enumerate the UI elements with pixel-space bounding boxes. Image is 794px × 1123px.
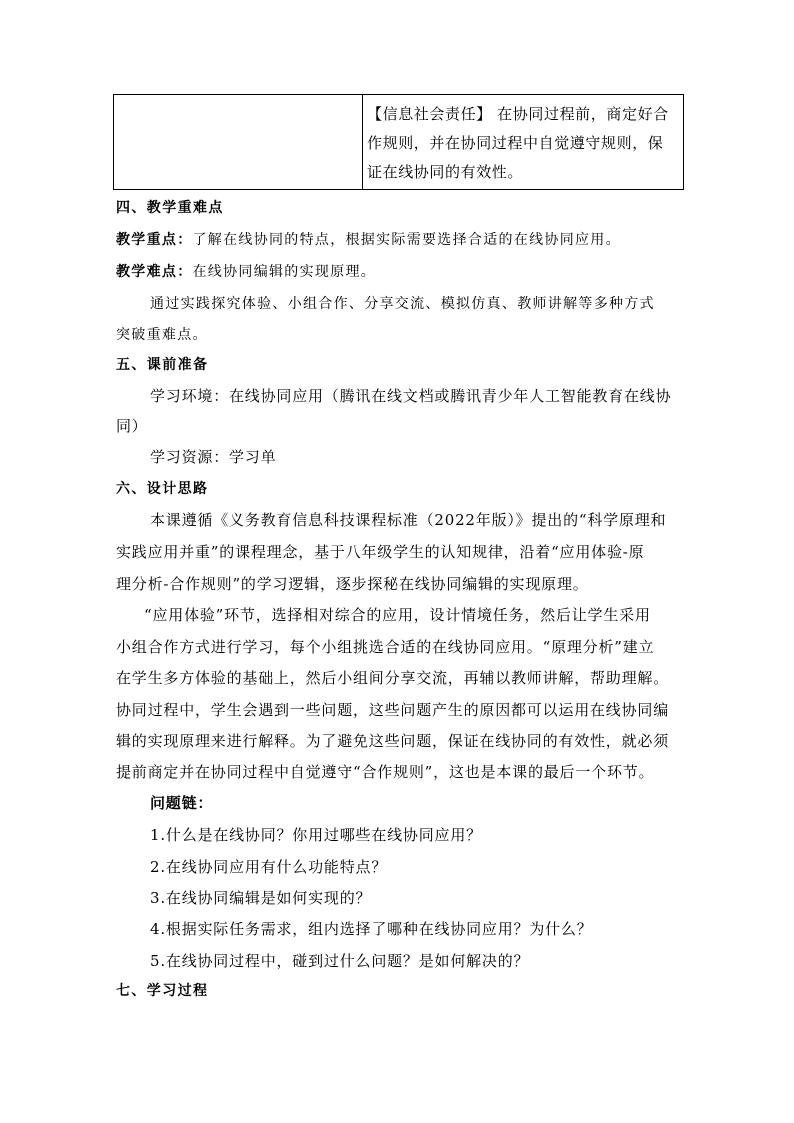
teaching-focus-label: 教学重点： — [116, 232, 193, 248]
question-chain-label: 问题链： — [150, 794, 214, 812]
responsibility-line3: 证在线协同的有效性。 — [367, 163, 524, 181]
section4-heading: 四、教学重难点 — [116, 200, 224, 216]
teaching-focus — [116, 229, 621, 249]
question-item: 3.在线协同编辑是如何实现的？ — [150, 889, 372, 907]
paragraph-line: “应用体验”环节，选择相对综合的应用，设计情境任务，然后让学生采用 — [144, 606, 651, 624]
teaching-difficulty-label: 教学难点： — [116, 264, 193, 280]
section6-heading: 六、设计思路 — [116, 481, 209, 497]
teaching-difficulty — [116, 261, 376, 281]
method-line1: 通过实践探究体验、小组合作、分享交流、模拟仿真、教师讲解等多种方式 — [150, 296, 655, 312]
teaching-difficulty-text: 在线协同编辑的实现原理。 — [192, 264, 377, 280]
method-line2: 突破重难点。 — [116, 327, 208, 343]
paragraph-line: 在学生多方体验的基础上，然后小组间分享交流，再辅以教师讲解，帮助理解。 — [116, 669, 670, 687]
paragraph-line: 小组合作方式进行学习，每个小组挑选合适的在线协同应用。“原理分析”建立 — [116, 638, 655, 656]
responsibility-line2: 作规则，并在协同过程中自觉遵守规则，保 — [367, 134, 664, 152]
paragraph-line: 协同过程中，学生会遇到一些问题，这些问题产生的原因都可以运用在线协同编 — [116, 701, 670, 719]
table-row — [114, 95, 684, 190]
responsibility-text — [367, 100, 679, 187]
paragraph-line: 本课遵循《义务教育信息科技课程标准（2022年版）》提出的“科学原理和 — [150, 511, 667, 529]
learning-environment-line1: 学习环境：在线协同应用（腾讯在线文档或腾讯青少年人工智能教育在线协 — [150, 387, 672, 405]
responsibility-tag: 【信息社会责任】 — [367, 105, 492, 123]
section5-heading: 五、课前准备 — [116, 357, 209, 373]
paragraph-line: 辑的实现原理来进行解释。为了避免这些问题，保证在线协同的有效性，就必须 — [116, 732, 670, 750]
responsibility-line1: 在协同过程前，商定好合 — [491, 105, 669, 123]
learning-resource: 学习资源：学习单 — [150, 448, 277, 466]
learning-environment-line2: 同） — [116, 417, 148, 435]
teaching-focus-text: 了解在线协同的特点，根据实际需要选择合适的在线协同应用。 — [192, 232, 621, 248]
question-item: 4.根据实际任务需求，组内选择了哪种在线协同应用？为什么？ — [150, 920, 593, 938]
objectives-table — [113, 94, 684, 190]
question-item: 2.在线协同应用有什么功能特点？ — [150, 858, 388, 876]
table-cell-responsibility — [363, 95, 684, 190]
table-cell-empty — [114, 95, 363, 190]
paragraph-line: 提前商定并在协同过程中自觉遵守“合作规则”，这也是本课的最后一个环节。 — [116, 763, 655, 781]
question-item: 5.在线协同过程中，碰到过什么问题？是如何解决的？ — [150, 952, 530, 970]
paragraph-line: 理分析-合作规则”的学习逻辑，逐步探秘在线协同编辑的实现原理。 — [116, 575, 589, 593]
section7-heading: 七、学习过程 — [116, 983, 209, 999]
paragraph-line: 实践应用并重”的课程理念，基于八年级学生的认知规律，沿着“应用体验-原 — [116, 543, 645, 561]
question-item: 1.什么是在线协同？你用过哪些在线协同应用？ — [150, 826, 482, 844]
